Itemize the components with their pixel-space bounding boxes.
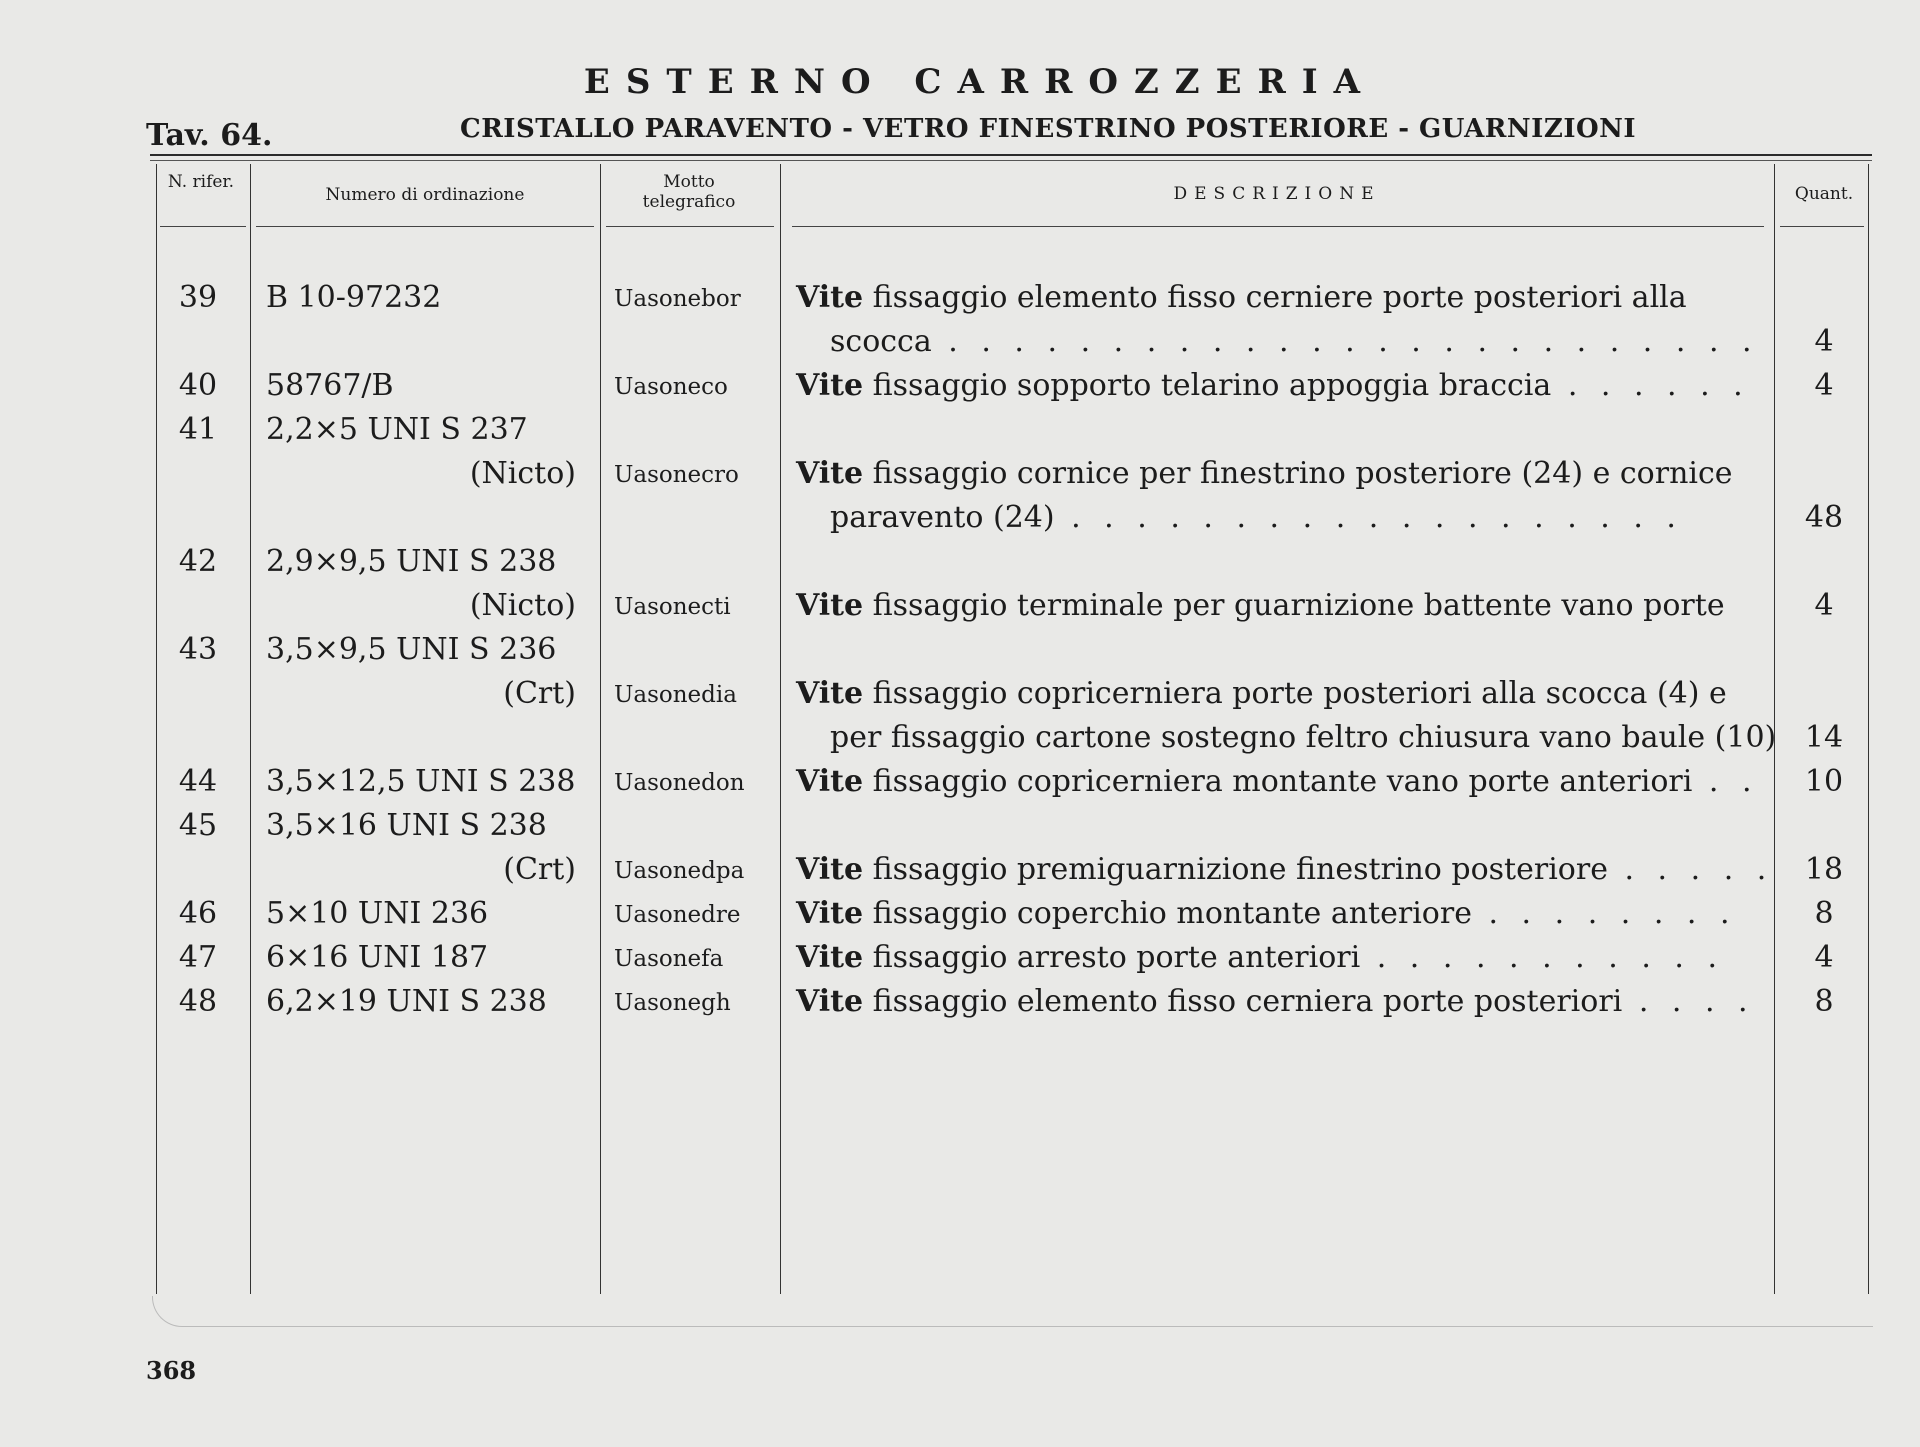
- quantity: 14: [1804, 720, 1844, 755]
- column-divider: [780, 164, 781, 1294]
- description-text: fissaggio elemento fisso cerniere porte posteriori alla: [863, 280, 1687, 315]
- order-number: B 10-97232: [266, 280, 442, 315]
- description-line: [796, 676, 1750, 711]
- leader-dots: . . . . . .: [1551, 368, 1750, 403]
- description-keyword: Vite: [796, 984, 864, 1019]
- telegraphic-code: Uasonedon: [614, 770, 745, 796]
- description-text: per fissaggio cartone sostegno feltro chiusura vano baule (10): [830, 720, 1777, 755]
- ref-number: 47: [178, 940, 218, 975]
- telegraphic-code: Uasonebor: [614, 286, 741, 312]
- ref-number: 42: [178, 544, 218, 579]
- telegraphic-code: Uasonecti: [614, 594, 731, 620]
- quantity: 18: [1804, 852, 1844, 887]
- quantity: 4: [1814, 940, 1834, 975]
- description-keyword: Vite: [796, 896, 864, 931]
- leader-dots: . . . . . . . . . . . . . . . . . . . . . . . . .: [931, 324, 1759, 359]
- description-keyword: Vite: [796, 764, 864, 799]
- description-line: [796, 940, 1750, 975]
- description-line: [796, 852, 1774, 887]
- order-number: 2,9×9,5 UNI S 238: [266, 544, 557, 579]
- description-keyword: Vite: [796, 940, 864, 975]
- quantity: 8: [1814, 984, 1834, 1019]
- leader-dots: . . . .: [1622, 984, 1755, 1019]
- order-number: 5×10 UNI 236: [266, 896, 489, 931]
- description-keyword: Vite: [796, 588, 864, 623]
- description-line: [796, 764, 1759, 799]
- description-line: [796, 588, 1750, 623]
- header-underline: [792, 226, 1764, 227]
- table-label: Tav. 64.: [146, 118, 273, 153]
- header-numero-ordinazione: Numero di ordinazione: [325, 185, 525, 205]
- header-descrizione: DESCRIZIONE: [1173, 184, 1381, 204]
- telegraphic-code: Uasonedia: [614, 682, 737, 708]
- description-keyword: Vite: [796, 852, 864, 887]
- column-divider: [250, 164, 251, 1294]
- ref-number: 44: [178, 764, 218, 799]
- header-rule-thin: [150, 160, 1872, 161]
- order-number-finish: (Crt): [503, 676, 576, 711]
- order-number: 3,5×9,5 UNI S 236: [266, 632, 557, 667]
- telegraphic-code: Uasonedpa: [614, 858, 745, 884]
- table-bottom-border: [152, 1296, 1873, 1327]
- ref-number: 48: [178, 984, 218, 1019]
- section-title: ESTERNO CARROZZERIA: [583, 62, 1377, 102]
- telegraphic-code: Uasonedre: [614, 902, 741, 928]
- order-number-finish: (Nicto): [469, 588, 576, 623]
- page-number: 368: [146, 1356, 197, 1385]
- header-underline: [606, 226, 774, 227]
- telegraphic-code: Uasonecro: [614, 462, 739, 488]
- description-line: [796, 368, 1750, 403]
- order-number: 3,5×16 UNI S 238: [266, 808, 547, 843]
- column-divider: [600, 164, 601, 1294]
- description-keyword: Vite: [796, 456, 864, 491]
- description-line: [796, 896, 1750, 931]
- description-line-continued: [830, 324, 1784, 359]
- header-quant: Quant.: [1794, 184, 1854, 204]
- telegraphic-code: Uasoneco: [614, 374, 728, 400]
- leader-dots: . .: [1692, 764, 1759, 799]
- description-text: fissaggio coperchio montante anteriore: [863, 896, 1472, 931]
- description-line-continued: [830, 500, 1784, 535]
- quantity: 4: [1814, 324, 1834, 359]
- description-text: fissaggio premiguarnizione finestrino posteriore: [863, 852, 1608, 887]
- order-number: 6,2×19 UNI S 238: [266, 984, 547, 1019]
- quantity: 8: [1814, 896, 1834, 931]
- quantity: 48: [1804, 500, 1844, 535]
- header-rule: [150, 154, 1872, 156]
- description-text: fissaggio cornice per finestrino posteriore (24) e cornice: [863, 456, 1733, 491]
- description-text: fissaggio arresto porte anteriori: [863, 940, 1361, 975]
- header-n-rifer: N. rifer.: [167, 172, 235, 192]
- description-keyword: Vite: [796, 676, 864, 711]
- ref-number: 39: [178, 280, 218, 315]
- order-number-finish: (Crt): [503, 852, 576, 887]
- description-text: fissaggio copricerniera montante vano porte anteriori: [863, 764, 1693, 799]
- description-line: [796, 456, 1750, 491]
- quantity: 4: [1814, 368, 1834, 403]
- ref-number: 43: [178, 632, 218, 667]
- leader-dots: . . . . .: [1607, 852, 1774, 887]
- order-number: 58767/B: [266, 368, 394, 403]
- header-underline: [1780, 226, 1864, 227]
- order-number: 3,5×12,5 UNI S 238: [266, 764, 576, 799]
- quantity: 10: [1804, 764, 1844, 799]
- header-underline: [160, 226, 246, 227]
- description-text: fissaggio sopporto telarino appoggia braccia: [863, 368, 1552, 403]
- header-underline: [256, 226, 594, 227]
- column-divider: [156, 164, 157, 1294]
- page-subtitle: CRISTALLO PARAVENTO - VETRO FINESTRINO POSTERIORE - GUARNIZIONI: [460, 114, 1637, 144]
- description-text: paravento (24): [830, 500, 1055, 535]
- order-number: 2,2×5 UNI S 237: [266, 412, 528, 447]
- quantity: 4: [1814, 588, 1834, 623]
- description-line: [796, 984, 1755, 1019]
- description-line-continued: [830, 720, 1784, 755]
- description-text: fissaggio copricerniera porte posteriori alla scocca (4) e: [863, 676, 1727, 711]
- ref-number: 40: [178, 368, 218, 403]
- leader-dots: . . . . . . . .: [1471, 896, 1737, 931]
- telegraphic-code: Uasonefa: [614, 946, 724, 972]
- order-number-finish: (Nicto): [469, 456, 576, 491]
- description-keyword: Vite: [796, 368, 864, 403]
- leader-dots: . . . . . . . . . . .: [1360, 940, 1724, 975]
- ref-number: 45: [178, 808, 218, 843]
- description-text: fissaggio elemento fisso cerniera porte posteriori: [863, 984, 1623, 1019]
- description-text: fissaggio terminale per guarnizione battente vano porte: [863, 588, 1725, 623]
- telegraphic-code: Uasonegh: [614, 990, 731, 1016]
- ref-number: 41: [178, 412, 218, 447]
- header-motto-telegrafico: Motto telegrafico: [642, 172, 736, 212]
- order-number: 6×16 UNI 187: [266, 940, 489, 975]
- description-keyword: Vite: [796, 280, 864, 315]
- ref-number: 46: [178, 896, 218, 931]
- description-line: [796, 280, 1750, 315]
- leader-dots: . . . . . . . . . . . . . . . . . . .: [1054, 500, 1683, 535]
- description-text: scocca: [830, 324, 932, 359]
